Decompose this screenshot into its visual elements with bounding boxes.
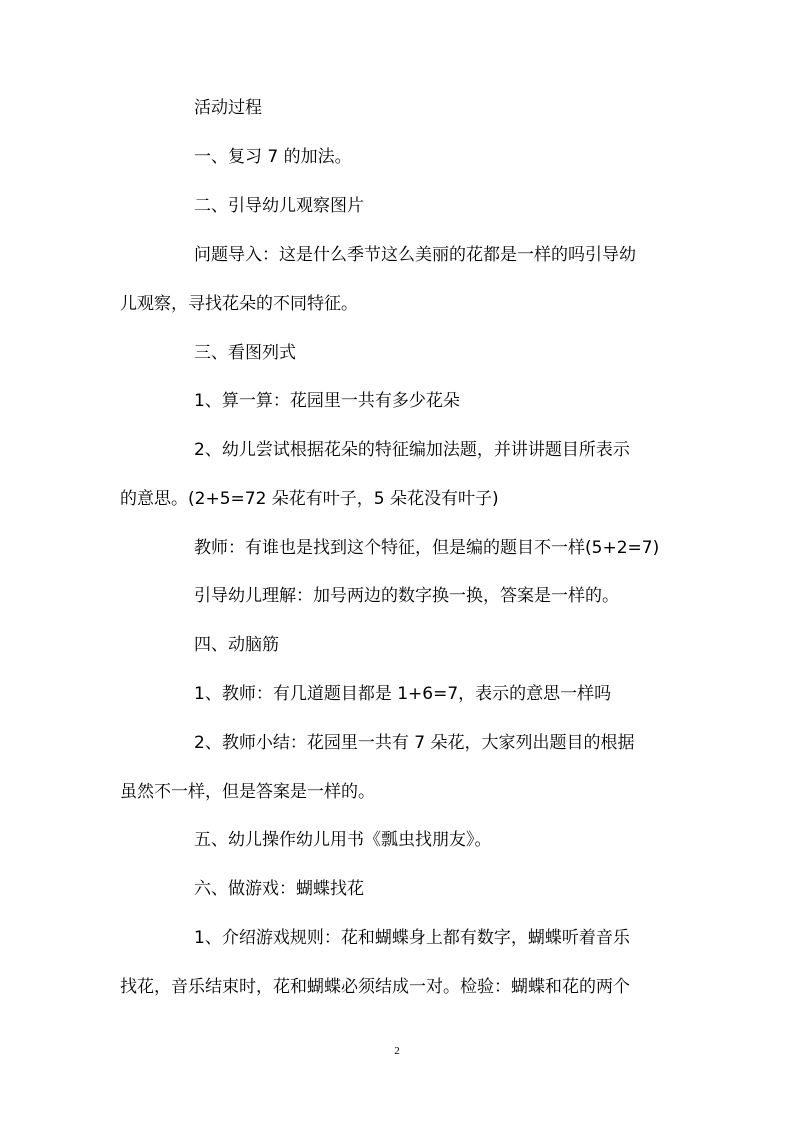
paragraph-line: 引导幼儿理解：加号两边的数字换一换，答案是一样的。 — [194, 586, 619, 606]
step-game: 六、做游戏：蝴蝶找花 — [194, 879, 364, 899]
step-review-addition: 一、复习 7 的加法。 — [194, 147, 352, 167]
paragraph-line: 问题导入：这是什么季节这么美丽的花都是一样的吗引导幼 — [194, 245, 636, 265]
paragraph-line: 找花，音乐结束时，花和蝴蝶必须结成一对。检验：蝴蝶和花的两个 — [120, 977, 630, 997]
page-number: 2 — [394, 1045, 400, 1057]
paragraph-line: 1、教师：有几道题目都是 1+6=7，表示的意思一样吗 — [194, 684, 612, 704]
step-workbook: 五、幼儿操作幼儿用书《瓢虫找朋友》。 — [194, 830, 492, 850]
paragraph-line: 的意思。(2+5=72 朵花有叶子，5 朵花没有叶子) — [120, 489, 499, 509]
paragraph-line: 虽然不一样，但是答案是一样的。 — [120, 782, 375, 802]
paragraph-line: 2、幼儿尝试根据花朵的特征编加法题，并讲讲题目所表示 — [194, 440, 630, 460]
section-heading: 活动过程 — [194, 98, 262, 118]
step-picture-equation: 三、看图列式 — [194, 343, 296, 363]
paragraph-line: 2、教师小结：花园里一共有 7 朵花，大家列出题目的根据 — [194, 733, 635, 753]
step-observe-pictures: 二、引导幼儿观察图片 — [194, 196, 364, 216]
paragraph-line: 教师：有谁也是找到这个特征，但是编的题目不一样(5+2=7) — [194, 538, 660, 558]
paragraph-line: 儿观察，寻找花朵的不同特征。 — [120, 294, 358, 314]
paragraph-line: 1、介绍游戏规则：花和蝴蝶身上都有数字，蝴蝶听着音乐 — [194, 928, 630, 948]
paragraph-line: 1、算一算：花园里一共有多少花朵 — [194, 391, 460, 411]
step-brain-teaser: 四、动脑筋 — [194, 635, 279, 655]
